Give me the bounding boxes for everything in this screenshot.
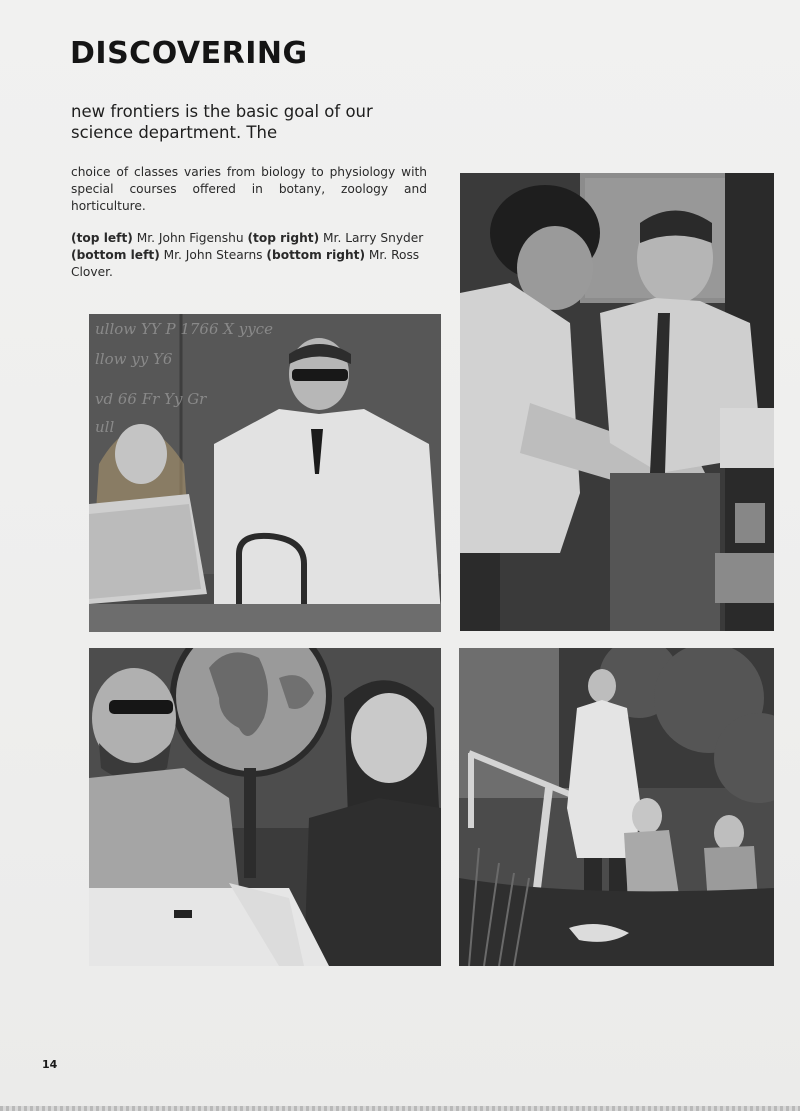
chalkboard-line-3: vd 66 Fr Yy Gr	[95, 390, 207, 408]
photo-top-left-image	[89, 314, 441, 632]
photo-bottom-left	[89, 648, 441, 966]
photo-bottom-left-image	[89, 648, 441, 966]
body-paragraph: choice of classes varies from biology to physiology with special courses offered in botany, zoology and horticulture.	[71, 165, 427, 213]
caption-bottom-right-tag: (bottom right)	[266, 248, 366, 262]
page-number: 14	[42, 1058, 58, 1071]
chalkboard-line-4: ull	[95, 418, 115, 436]
photo-bottom-right-image	[459, 648, 774, 966]
photo-top-left	[89, 314, 441, 632]
caption-top-left-tag: (top left)	[71, 231, 133, 245]
lead-line-1: new frontiers is the basic goal of our	[71, 102, 373, 121]
page-heading: DISCOVERING	[70, 36, 308, 71]
lead-paragraph	[71, 101, 431, 143]
caption-top-left-name: Mr. John Figenshu	[136, 231, 244, 245]
page-bottom-edge	[0, 1106, 800, 1111]
caption-bottom-left-name: Mr. John Stearns	[163, 248, 263, 262]
lead-line-2: science department. The	[71, 123, 278, 142]
caption-bottom-left-tag: (bottom left)	[71, 248, 160, 262]
chalkboard-line-1: ullow YY P 1766 X yyce	[95, 320, 273, 338]
photo-captions	[71, 230, 427, 281]
caption-bottom-right-name: Mr. Ross Clover.	[71, 248, 420, 279]
caption-top-right-tag: (top right)	[247, 231, 320, 245]
photo-top-right-image	[460, 173, 774, 631]
photo-bottom-right	[459, 648, 774, 966]
chalkboard-line-2: llow yy Y6	[95, 350, 173, 368]
caption-top-right-name: Mr. Larry Snyder	[323, 231, 424, 245]
photo-top-right	[460, 173, 774, 631]
